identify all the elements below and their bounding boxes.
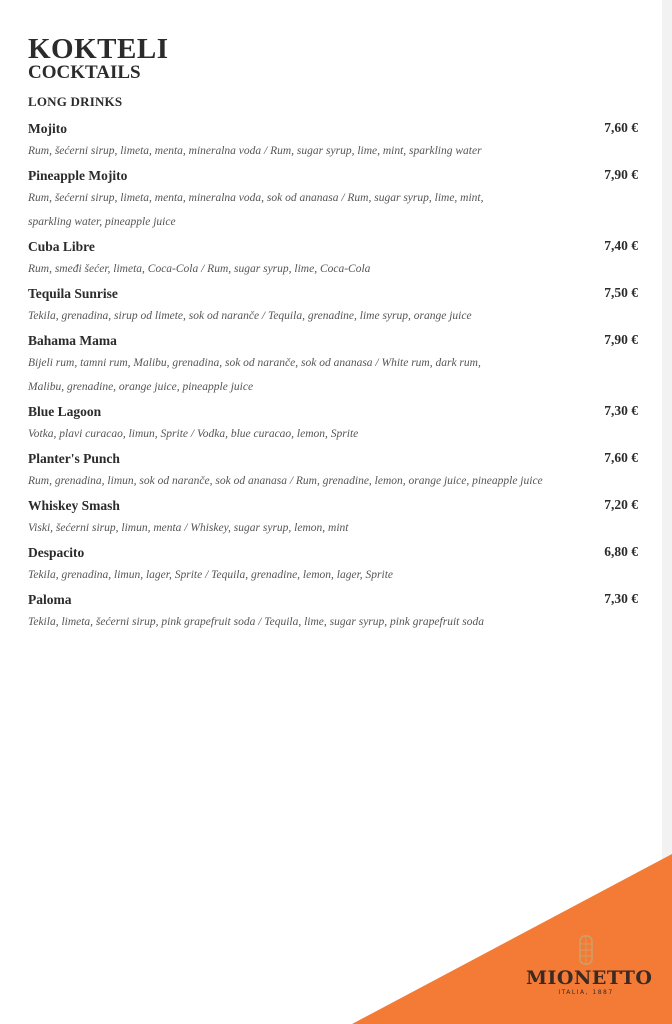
item-name: Despacito bbox=[28, 545, 85, 560]
item-price: 7,60 € bbox=[604, 450, 638, 465]
item-price: 7,20 € bbox=[604, 497, 638, 512]
bottle-emblem-icon bbox=[575, 935, 597, 965]
menu-item bbox=[28, 540, 638, 587]
item-price: 7,40 € bbox=[604, 238, 638, 253]
item-description: Rum, šećerni sirup, limeta, menta, mineralna voda / Rum, sugar syrup, lime, mint, sparkling water bbox=[28, 145, 482, 157]
page-title: KOKTELI bbox=[28, 33, 169, 65]
item-name: Whiskey Smash bbox=[28, 498, 120, 513]
item-description: Tekila, grenadina, sirup od limete, sok od naranče / Tequila, grenadine, lime syrup, orange juice bbox=[28, 310, 472, 322]
item-price: 7,30 € bbox=[604, 403, 638, 418]
item-name: Bahama Mama bbox=[28, 333, 117, 348]
brand-logo bbox=[526, 935, 653, 1005]
menu-item bbox=[28, 446, 638, 493]
item-description: Tekila, grenadina, limun, lager, Sprite / Tequila, grenadine, lemon, lager, Sprite bbox=[28, 569, 394, 581]
item-description: Tekila, limeta, šećerni sirup, pink grapefruit soda / Tequila, lime, sugar syrup, pink grapefruit soda bbox=[28, 616, 484, 628]
menu-item bbox=[28, 281, 638, 328]
item-price: 7,90 € bbox=[604, 332, 638, 347]
brand-tagline: ITALIA, 1887 bbox=[558, 989, 614, 996]
menu-item bbox=[28, 399, 638, 446]
item-price: 7,30 € bbox=[604, 591, 638, 606]
item-name: Tequila Sunrise bbox=[28, 286, 118, 301]
menu-item bbox=[28, 587, 638, 634]
item-name: Mojito bbox=[28, 121, 67, 136]
section-heading: LONG DRINKS bbox=[28, 94, 123, 109]
item-description: Bijeli rum, tamni rum, Malibu, grenadina, sok od naranče, sok od ananasa / White rum, dark rum, Malibu, grenadine, orange juice, pineapple juice bbox=[28, 357, 481, 393]
menu-item bbox=[28, 234, 638, 281]
item-name: Planter's Punch bbox=[28, 451, 120, 466]
item-description: Rum, smeđi šećer, limeta, Coca-Cola / Rum, sugar syrup, lime, Coca-Cola bbox=[28, 263, 371, 275]
item-description: Rum, šećerni sirup, limeta, menta, mineralna voda, sok od ananasa / Rum, sugar syrup, lime, mint, sparkling water, pineapple juice bbox=[28, 192, 484, 228]
item-name: Paloma bbox=[28, 592, 72, 607]
item-name: Cuba Libre bbox=[28, 239, 95, 254]
menu-item bbox=[28, 328, 638, 399]
menu-item bbox=[28, 493, 638, 540]
menu-item bbox=[28, 163, 638, 234]
menu-list bbox=[28, 116, 638, 634]
item-description: Votka, plavi curacao, limun, Sprite / Vodka, blue curacao, lemon, Sprite bbox=[28, 428, 359, 440]
menu-item bbox=[28, 116, 638, 163]
item-name: Blue Lagoon bbox=[28, 404, 102, 419]
item-price: 7,90 € bbox=[604, 167, 638, 182]
item-price: 7,50 € bbox=[604, 285, 638, 300]
item-description: Viski, šećerni sirup, limun, menta / Whiskey, sugar syrup, lemon, mint bbox=[28, 522, 349, 534]
page-subtitle: COCKTAILS bbox=[28, 62, 141, 83]
brand-wordmark: MIONETTO bbox=[526, 967, 653, 989]
item-description: Rum, grenadina, limun, sok od naranče, sok od ananasa / Rum, grenadine, lemon, orange juice, pineapple juice bbox=[28, 475, 543, 487]
item-name: Pineapple Mojito bbox=[28, 168, 128, 183]
item-price: 7,60 € bbox=[604, 120, 638, 135]
item-price: 6,80 € bbox=[604, 544, 638, 559]
